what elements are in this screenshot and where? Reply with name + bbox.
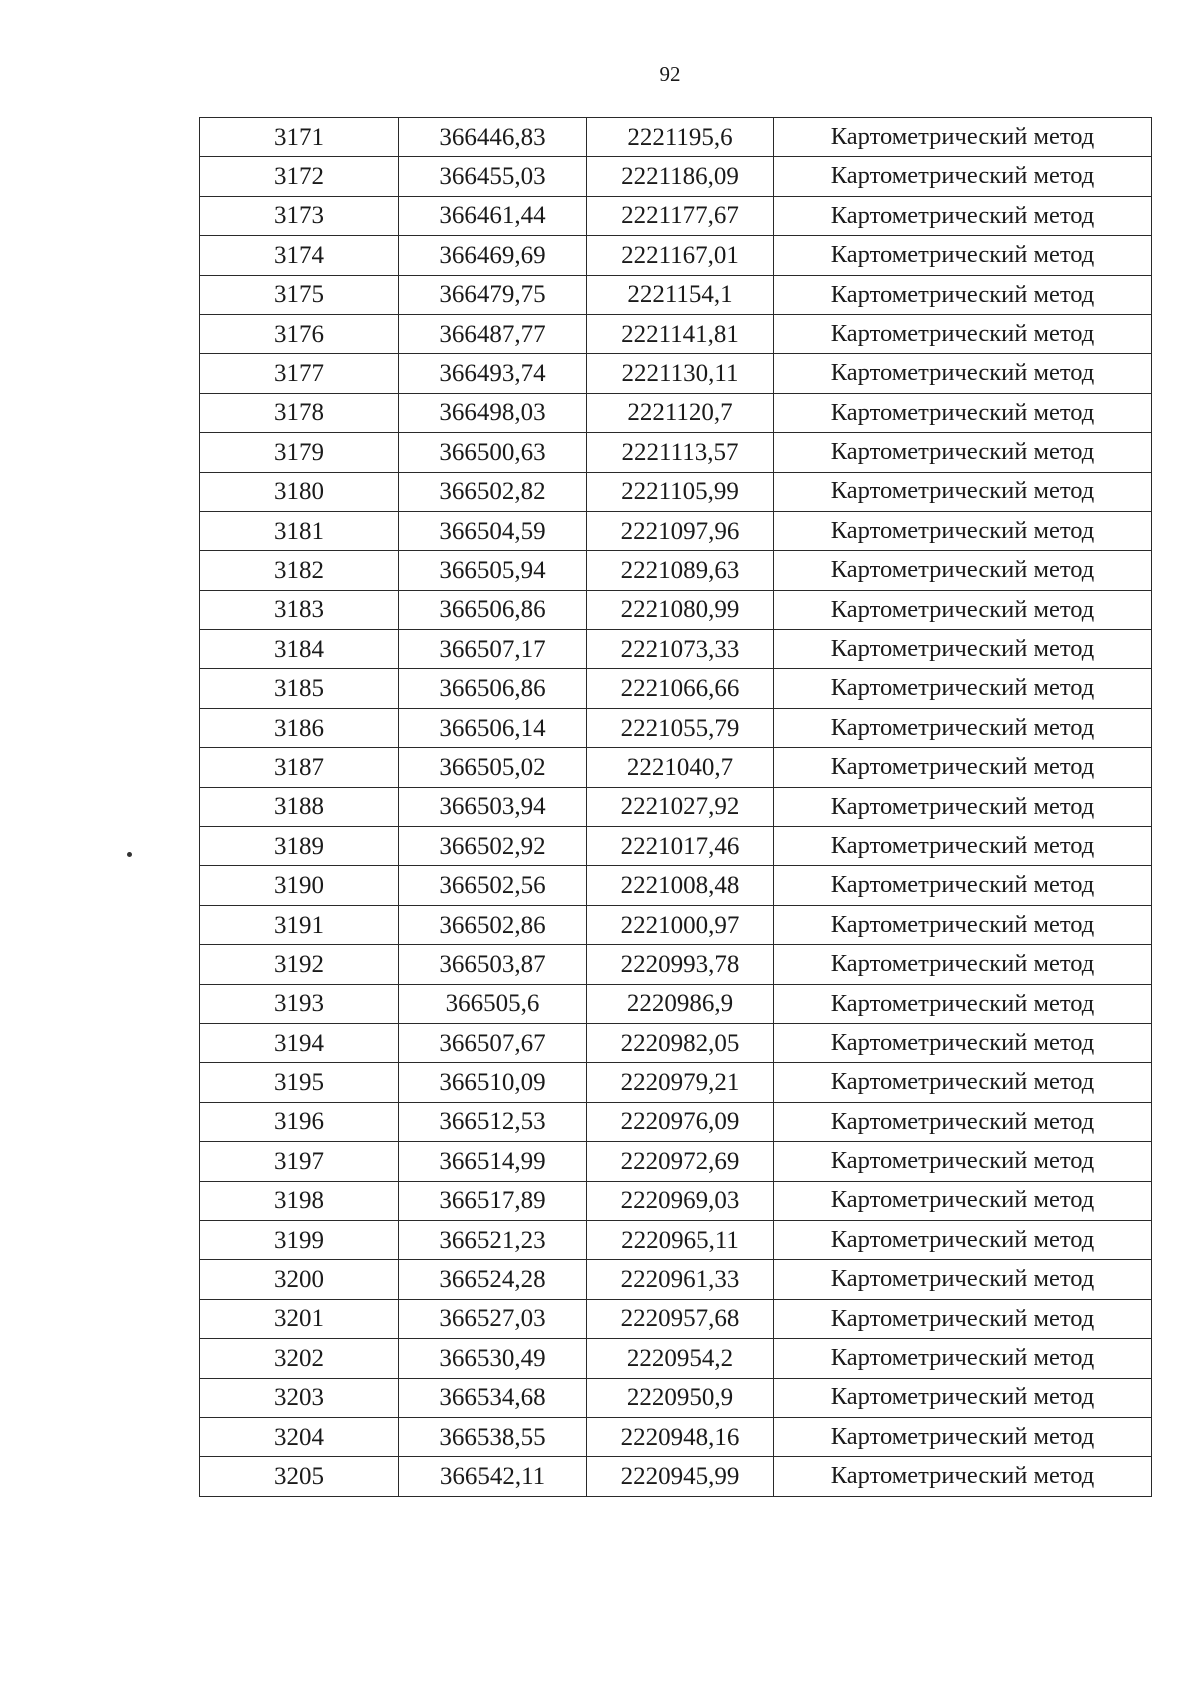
x-coordinate-cell: 366506,86 xyxy=(399,669,587,708)
y-coordinate-cell: 2220969,03 xyxy=(587,1181,774,1220)
method-cell: Картометрический метод xyxy=(774,1220,1152,1259)
method-cell: Картометрический метод xyxy=(774,1457,1152,1496)
x-coordinate-cell: 366503,87 xyxy=(399,945,587,984)
y-coordinate-cell: 2220961,33 xyxy=(587,1260,774,1299)
point-number-cell: 3189 xyxy=(200,827,399,866)
y-coordinate-cell: 2220979,21 xyxy=(587,1063,774,1102)
x-coordinate-cell: 366503,94 xyxy=(399,787,587,826)
table-row xyxy=(200,472,1152,511)
method-cell: Картометрический метод xyxy=(774,157,1152,196)
method-cell: Картометрический метод xyxy=(774,1260,1152,1299)
y-coordinate-cell: 2221130,11 xyxy=(587,354,774,393)
x-coordinate-cell: 366461,44 xyxy=(399,196,587,235)
y-coordinate-cell: 2221105,99 xyxy=(587,472,774,511)
point-number-cell: 3198 xyxy=(200,1181,399,1220)
table-row xyxy=(200,236,1152,275)
method-cell: Картометрический метод xyxy=(774,511,1152,550)
method-cell: Картометрический метод xyxy=(774,1063,1152,1102)
table-row xyxy=(200,511,1152,550)
table-row xyxy=(200,748,1152,787)
table-row xyxy=(200,433,1152,472)
table-row xyxy=(200,590,1152,629)
y-coordinate-cell: 2221055,79 xyxy=(587,708,774,747)
method-cell: Картометрический метод xyxy=(774,1023,1152,1062)
x-coordinate-cell: 366510,09 xyxy=(399,1063,587,1102)
point-number-cell: 3195 xyxy=(200,1063,399,1102)
method-cell: Картометрический метод xyxy=(774,787,1152,826)
y-coordinate-cell: 2221066,66 xyxy=(587,669,774,708)
method-cell: Картометрический метод xyxy=(774,551,1152,590)
method-cell: Картометрический метод xyxy=(774,708,1152,747)
x-coordinate-cell: 366530,49 xyxy=(399,1339,587,1378)
x-coordinate-cell: 366507,67 xyxy=(399,1023,587,1062)
method-cell: Картометрический метод xyxy=(774,1378,1152,1417)
point-number-cell: 3180 xyxy=(200,472,399,511)
table-row xyxy=(200,1142,1152,1181)
y-coordinate-cell: 2221120,7 xyxy=(587,393,774,432)
y-coordinate-cell: 2221113,57 xyxy=(587,433,774,472)
y-coordinate-cell: 2221195,6 xyxy=(587,118,774,157)
method-cell: Картометрический метод xyxy=(774,984,1152,1023)
point-number-cell: 3188 xyxy=(200,787,399,826)
x-coordinate-cell: 366502,56 xyxy=(399,866,587,905)
method-cell: Картометрический метод xyxy=(774,1339,1152,1378)
y-coordinate-cell: 2220976,09 xyxy=(587,1102,774,1141)
coordinates-table xyxy=(199,117,1152,1497)
method-cell: Картометрический метод xyxy=(774,1181,1152,1220)
stray-dot-mark xyxy=(127,852,132,857)
table-row xyxy=(200,1339,1152,1378)
method-cell: Картометрический метод xyxy=(774,275,1152,314)
point-number-cell: 3178 xyxy=(200,393,399,432)
method-cell: Картометрический метод xyxy=(774,905,1152,944)
method-cell: Картометрический метод xyxy=(774,827,1152,866)
x-coordinate-cell: 366542,11 xyxy=(399,1457,587,1496)
x-coordinate-cell: 366534,68 xyxy=(399,1378,587,1417)
point-number-cell: 3193 xyxy=(200,984,399,1023)
point-number-cell: 3185 xyxy=(200,669,399,708)
table-row xyxy=(200,118,1152,157)
y-coordinate-cell: 2221040,7 xyxy=(587,748,774,787)
table-row xyxy=(200,314,1152,353)
point-number-cell: 3186 xyxy=(200,708,399,747)
y-coordinate-cell: 2221097,96 xyxy=(587,511,774,550)
table-row xyxy=(200,1023,1152,1062)
table-row xyxy=(200,787,1152,826)
point-number-cell: 3190 xyxy=(200,866,399,905)
table-row xyxy=(200,393,1152,432)
table-row xyxy=(200,551,1152,590)
method-cell: Картометрический метод xyxy=(774,669,1152,708)
method-cell: Картометрический метод xyxy=(774,945,1152,984)
method-cell: Картометрический метод xyxy=(774,196,1152,235)
point-number-cell: 3191 xyxy=(200,905,399,944)
y-coordinate-cell: 2220986,9 xyxy=(587,984,774,1023)
x-coordinate-cell: 366504,59 xyxy=(399,511,587,550)
point-number-cell: 3173 xyxy=(200,196,399,235)
method-cell: Картометрический метод xyxy=(774,393,1152,432)
y-coordinate-cell: 2221154,1 xyxy=(587,275,774,314)
table-row xyxy=(200,945,1152,984)
table-row xyxy=(200,1220,1152,1259)
x-coordinate-cell: 366502,82 xyxy=(399,472,587,511)
point-number-cell: 3183 xyxy=(200,590,399,629)
y-coordinate-cell: 2221167,01 xyxy=(587,236,774,275)
table-row xyxy=(200,1063,1152,1102)
y-coordinate-cell: 2220993,78 xyxy=(587,945,774,984)
y-coordinate-cell: 2220965,11 xyxy=(587,1220,774,1259)
y-coordinate-cell: 2220954,2 xyxy=(587,1339,774,1378)
table-row xyxy=(200,1417,1152,1456)
table-row xyxy=(200,1260,1152,1299)
point-number-cell: 3204 xyxy=(200,1417,399,1456)
point-number-cell: 3177 xyxy=(200,354,399,393)
x-coordinate-cell: 366512,53 xyxy=(399,1102,587,1141)
y-coordinate-cell: 2220957,68 xyxy=(587,1299,774,1338)
point-number-cell: 3202 xyxy=(200,1339,399,1378)
y-coordinate-cell: 2221017,46 xyxy=(587,827,774,866)
y-coordinate-cell: 2221177,67 xyxy=(587,196,774,235)
x-coordinate-cell: 366521,23 xyxy=(399,1220,587,1259)
table-row xyxy=(200,866,1152,905)
table-row xyxy=(200,1299,1152,1338)
x-coordinate-cell: 366493,74 xyxy=(399,354,587,393)
x-coordinate-cell: 366506,86 xyxy=(399,590,587,629)
point-number-cell: 3197 xyxy=(200,1142,399,1181)
point-number-cell: 3171 xyxy=(200,118,399,157)
x-coordinate-cell: 366524,28 xyxy=(399,1260,587,1299)
point-number-cell: 3187 xyxy=(200,748,399,787)
point-number-cell: 3181 xyxy=(200,511,399,550)
point-number-cell: 3203 xyxy=(200,1378,399,1417)
method-cell: Картометрический метод xyxy=(774,472,1152,511)
point-number-cell: 3175 xyxy=(200,275,399,314)
method-cell: Картометрический метод xyxy=(774,866,1152,905)
x-coordinate-cell: 366479,75 xyxy=(399,275,587,314)
method-cell: Картометрический метод xyxy=(774,630,1152,669)
table-row xyxy=(200,157,1152,196)
point-number-cell: 3172 xyxy=(200,157,399,196)
x-coordinate-cell: 366498,03 xyxy=(399,393,587,432)
y-coordinate-cell: 2220982,05 xyxy=(587,1023,774,1062)
x-coordinate-cell: 366446,83 xyxy=(399,118,587,157)
point-number-cell: 3194 xyxy=(200,1023,399,1062)
y-coordinate-cell: 2220972,69 xyxy=(587,1142,774,1181)
point-number-cell: 3196 xyxy=(200,1102,399,1141)
table-row xyxy=(200,1181,1152,1220)
method-cell: Картометрический метод xyxy=(774,1299,1152,1338)
method-cell: Картометрический метод xyxy=(774,314,1152,353)
y-coordinate-cell: 2221000,97 xyxy=(587,905,774,944)
x-coordinate-cell: 366455,03 xyxy=(399,157,587,196)
y-coordinate-cell: 2221027,92 xyxy=(587,787,774,826)
method-cell: Картометрический метод xyxy=(774,1142,1152,1181)
method-cell: Картометрический метод xyxy=(774,1102,1152,1141)
y-coordinate-cell: 2221080,99 xyxy=(587,590,774,629)
y-coordinate-cell: 2221141,81 xyxy=(587,314,774,353)
x-coordinate-cell: 366487,77 xyxy=(399,314,587,353)
table-row xyxy=(200,196,1152,235)
x-coordinate-cell: 366507,17 xyxy=(399,630,587,669)
method-cell: Картометрический метод xyxy=(774,236,1152,275)
table-row xyxy=(200,1457,1152,1496)
method-cell: Картометрический метод xyxy=(774,433,1152,472)
point-number-cell: 3200 xyxy=(200,1260,399,1299)
point-number-cell: 3184 xyxy=(200,630,399,669)
point-number-cell: 3179 xyxy=(200,433,399,472)
table-row xyxy=(200,275,1152,314)
y-coordinate-cell: 2220950,9 xyxy=(587,1378,774,1417)
point-number-cell: 3176 xyxy=(200,314,399,353)
method-cell: Картометрический метод xyxy=(774,118,1152,157)
x-coordinate-cell: 366538,55 xyxy=(399,1417,587,1456)
y-coordinate-cell: 2220945,99 xyxy=(587,1457,774,1496)
point-number-cell: 3174 xyxy=(200,236,399,275)
table-row xyxy=(200,669,1152,708)
table-row xyxy=(200,630,1152,669)
x-coordinate-cell: 366502,86 xyxy=(399,905,587,944)
page-number: 92 xyxy=(659,62,681,86)
table-row xyxy=(200,1378,1152,1417)
method-cell: Картометрический метод xyxy=(774,590,1152,629)
x-coordinate-cell: 366514,99 xyxy=(399,1142,587,1181)
x-coordinate-cell: 366505,02 xyxy=(399,748,587,787)
y-coordinate-cell: 2221186,09 xyxy=(587,157,774,196)
point-number-cell: 3192 xyxy=(200,945,399,984)
y-coordinate-cell: 2221089,63 xyxy=(587,551,774,590)
point-number-cell: 3201 xyxy=(200,1299,399,1338)
x-coordinate-cell: 366500,63 xyxy=(399,433,587,472)
method-cell: Картометрический метод xyxy=(774,1417,1152,1456)
table-row xyxy=(200,708,1152,747)
x-coordinate-cell: 366517,89 xyxy=(399,1181,587,1220)
x-coordinate-cell: 366469,69 xyxy=(399,236,587,275)
method-cell: Картометрический метод xyxy=(774,354,1152,393)
point-number-cell: 3182 xyxy=(200,551,399,590)
y-coordinate-cell: 2221008,48 xyxy=(587,866,774,905)
table-row xyxy=(200,827,1152,866)
x-coordinate-cell: 366527,03 xyxy=(399,1299,587,1338)
table-row xyxy=(200,905,1152,944)
table-row xyxy=(200,354,1152,393)
coordinates-table-body xyxy=(200,118,1152,1497)
point-number-cell: 3205 xyxy=(200,1457,399,1496)
x-coordinate-cell: 366505,94 xyxy=(399,551,587,590)
method-cell: Картометрический метод xyxy=(774,748,1152,787)
y-coordinate-cell: 2221073,33 xyxy=(587,630,774,669)
table-row xyxy=(200,1102,1152,1141)
point-number-cell: 3199 xyxy=(200,1220,399,1259)
x-coordinate-cell: 366505,6 xyxy=(399,984,587,1023)
x-coordinate-cell: 366506,14 xyxy=(399,708,587,747)
x-coordinate-cell: 366502,92 xyxy=(399,827,587,866)
y-coordinate-cell: 2220948,16 xyxy=(587,1417,774,1456)
table-row xyxy=(200,984,1152,1023)
